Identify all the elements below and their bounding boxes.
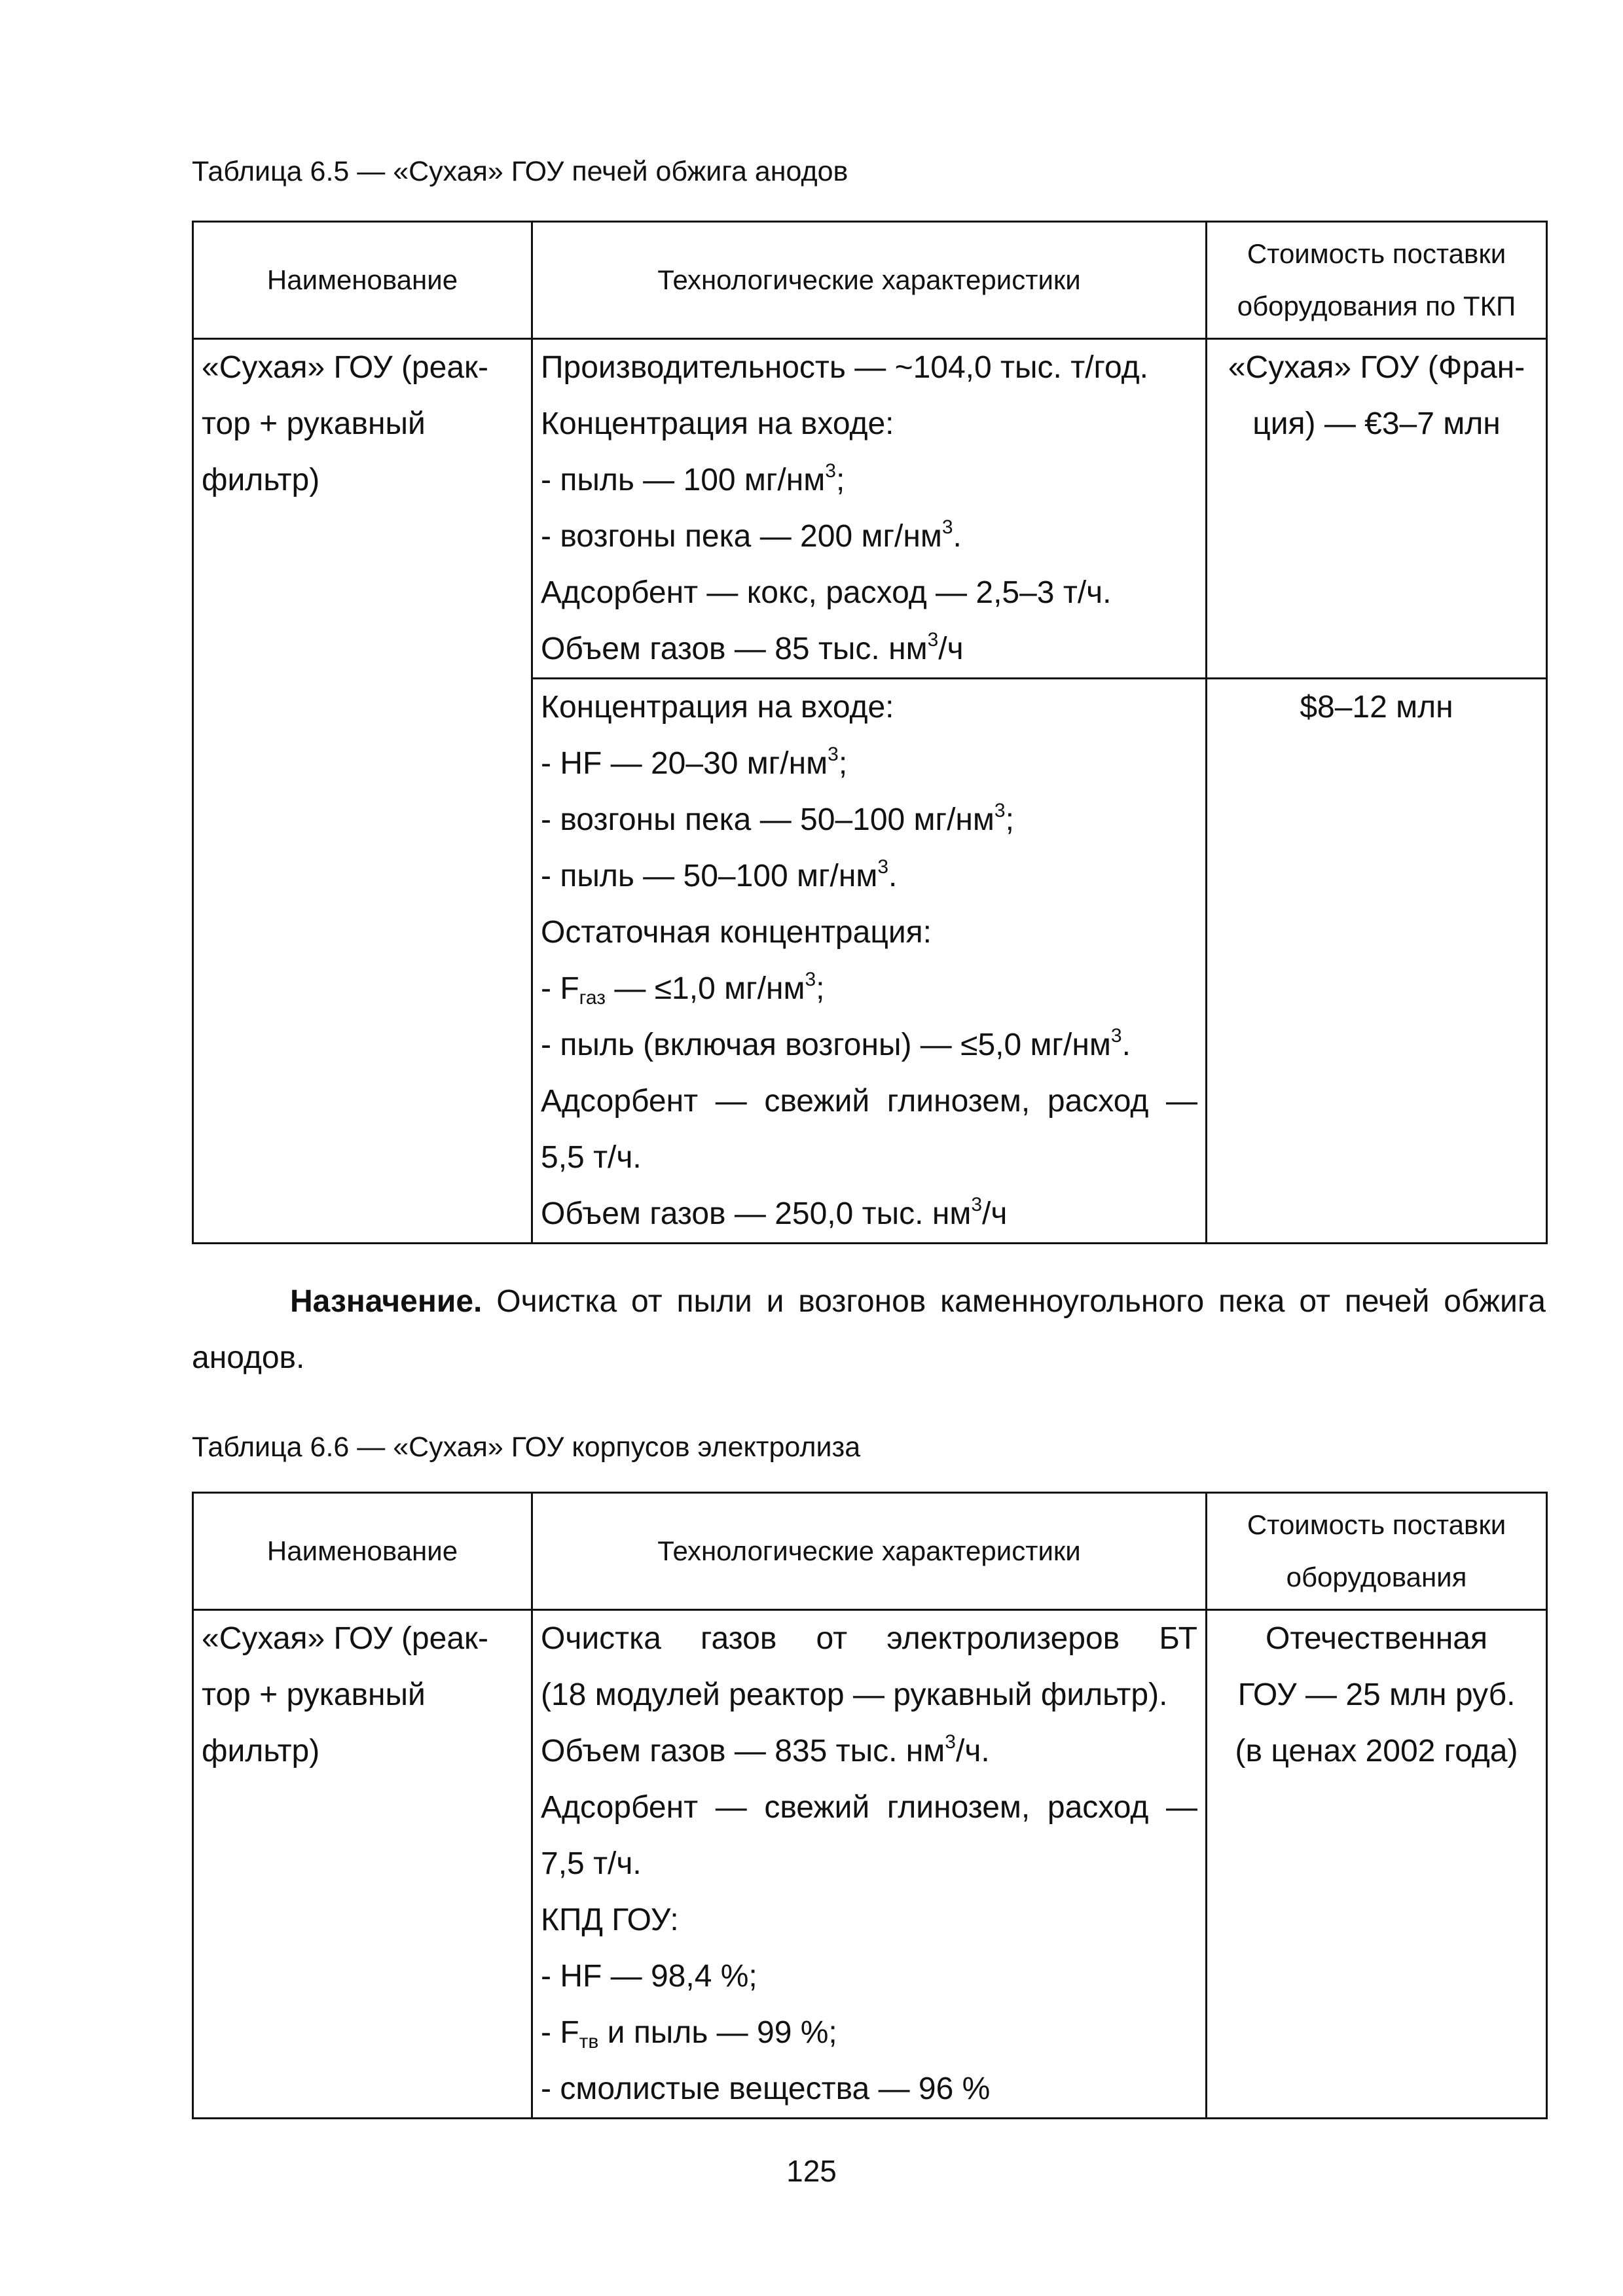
header-tech: Технологические характеристики [532, 1493, 1207, 1610]
cell-line: «Сухая» ГОУ (реак- [202, 1621, 488, 1656]
cell-line: фильтр) [202, 463, 320, 497]
header-name: Наименование [193, 222, 532, 339]
cell-line: - $F_{газ}$ — ≤1,0 $мг/нм^3$; [541, 969, 825, 1009]
cell-line: Адсорбент — свежий глинозем, расход — [541, 1084, 1197, 1119]
cell-line: Отечественная [1266, 1621, 1487, 1656]
cell-line: (18 модулей реактор — рукавный фильтр). [541, 1677, 1168, 1712]
cell-line: - возгоны пека — 50–100 $мг/нм^3$; [541, 800, 1014, 837]
cell-tech [532, 339, 1207, 679]
cell-cost [1207, 1610, 1547, 2119]
cell-line: 7,5 т/ч. [541, 1846, 642, 1881]
cell-line: - смолистые вещества — 96 % [541, 2072, 991, 2106]
cell-line: фильтр) [202, 1734, 320, 1768]
cell-tech [532, 1610, 1207, 2119]
cell-line: Очистка газов от электролизеров БТ [541, 1621, 1197, 1656]
header-name: Наименование [193, 1493, 532, 1610]
cell-line: «Сухая» ГОУ (Фран- [1228, 350, 1525, 385]
table-6-5-caption: Таблица 6.5 — «Сухая» ГОУ печей обжига анодов [192, 156, 848, 187]
cell-tech [532, 679, 1207, 1244]
cell-line: тор + рукавный [202, 406, 426, 441]
cell-line: ция) — €3–7 млн [1252, 406, 1501, 441]
header-cost-line: оборудования [1286, 1562, 1467, 1592]
table-6-5 [192, 221, 1548, 1244]
cell-line: - возгоны пека — 200 $мг/нм^3$. [541, 516, 962, 554]
header-cost-line: оборудования по ТКП [1237, 291, 1516, 321]
page-number: 125 [786, 2154, 837, 2188]
cell-line: Объем газов — 835 тыс. $нм^3/ч$. [541, 1731, 990, 1768]
cell-name [193, 1610, 532, 2119]
cell-line: - пыль — 100 $мг/нм^3$; [541, 460, 845, 497]
cell-line: тор + рукавный [202, 1677, 426, 1712]
cell-cost [1207, 339, 1547, 679]
cell-line: Адсорбент — кокс, расход — 2,5–3 т/ч. [541, 575, 1112, 610]
purpose-paragraph [192, 1274, 1546, 1386]
cell-line: ГОУ — 25 млн руб. [1237, 1677, 1516, 1712]
cell-line: - HF — 98,4 %; [541, 1959, 757, 1994]
header-cost-line: Стоимость поставки [1247, 238, 1506, 269]
table-row [193, 1610, 1547, 2119]
purpose-line: Назначение. Очистка от пыли и возгонов каменноугольного пека от печей обжига [290, 1284, 1546, 1319]
cell-line: «Сухая» ГОУ (реак- [202, 350, 488, 385]
cell-line: $8–12 млн [1300, 690, 1453, 725]
cell-line: Производительность — ~104,0 тыс. т/год. [541, 350, 1148, 385]
cell-line: Адсорбент — свежий глинозем, расход — [541, 1790, 1197, 1825]
cell-line: Концентрация на входе: [541, 406, 894, 441]
table-6-6 [192, 1492, 1548, 2119]
header-cost-line: Стоимость поставки [1247, 1509, 1506, 1540]
table-header-row [193, 1493, 1547, 1610]
cell-line: 5,5 т/ч. [541, 1140, 642, 1175]
cell-line: (в ценах 2002 года) [1235, 1734, 1518, 1768]
header-cost [1207, 1493, 1547, 1610]
purpose-label: Назначение. [290, 1284, 483, 1319]
cell-line: Остаточная концентрация: [541, 915, 932, 950]
header-cost [1207, 222, 1547, 339]
cell-line: КПД ГОУ: [541, 1903, 679, 1937]
purpose-line: анодов. [192, 1340, 305, 1375]
cell-line: - HF — 20–30 $мг/нм^3$; [541, 744, 848, 781]
table-header-row [193, 222, 1547, 339]
table-6-6-caption: Таблица 6.6 — «Сухая» ГОУ корпусов электролиза [192, 1431, 861, 1463]
cell-line: - $F_{тв}$ и пыль — 99 %; [541, 2015, 837, 2053]
cell-line: Объем газов — 250,0 тыс. $нм^3/ч$ [541, 1194, 1008, 1231]
cell-line: - пыль — 50–100 $мг/нм^3$. [541, 856, 898, 893]
cell-name [193, 339, 532, 1244]
cell-line: - пыль (включая возгоны) — ≤5,0 $мг/нм^3$. [541, 1025, 1131, 1062]
cell-line: Объем газов — 85 тыс. $нм^3/ч$ [541, 629, 964, 666]
cell-line: Концентрация на входе: [541, 690, 894, 725]
header-tech: Технологические характеристики [532, 222, 1207, 339]
cell-cost [1207, 679, 1547, 1244]
table-row [193, 339, 1547, 679]
